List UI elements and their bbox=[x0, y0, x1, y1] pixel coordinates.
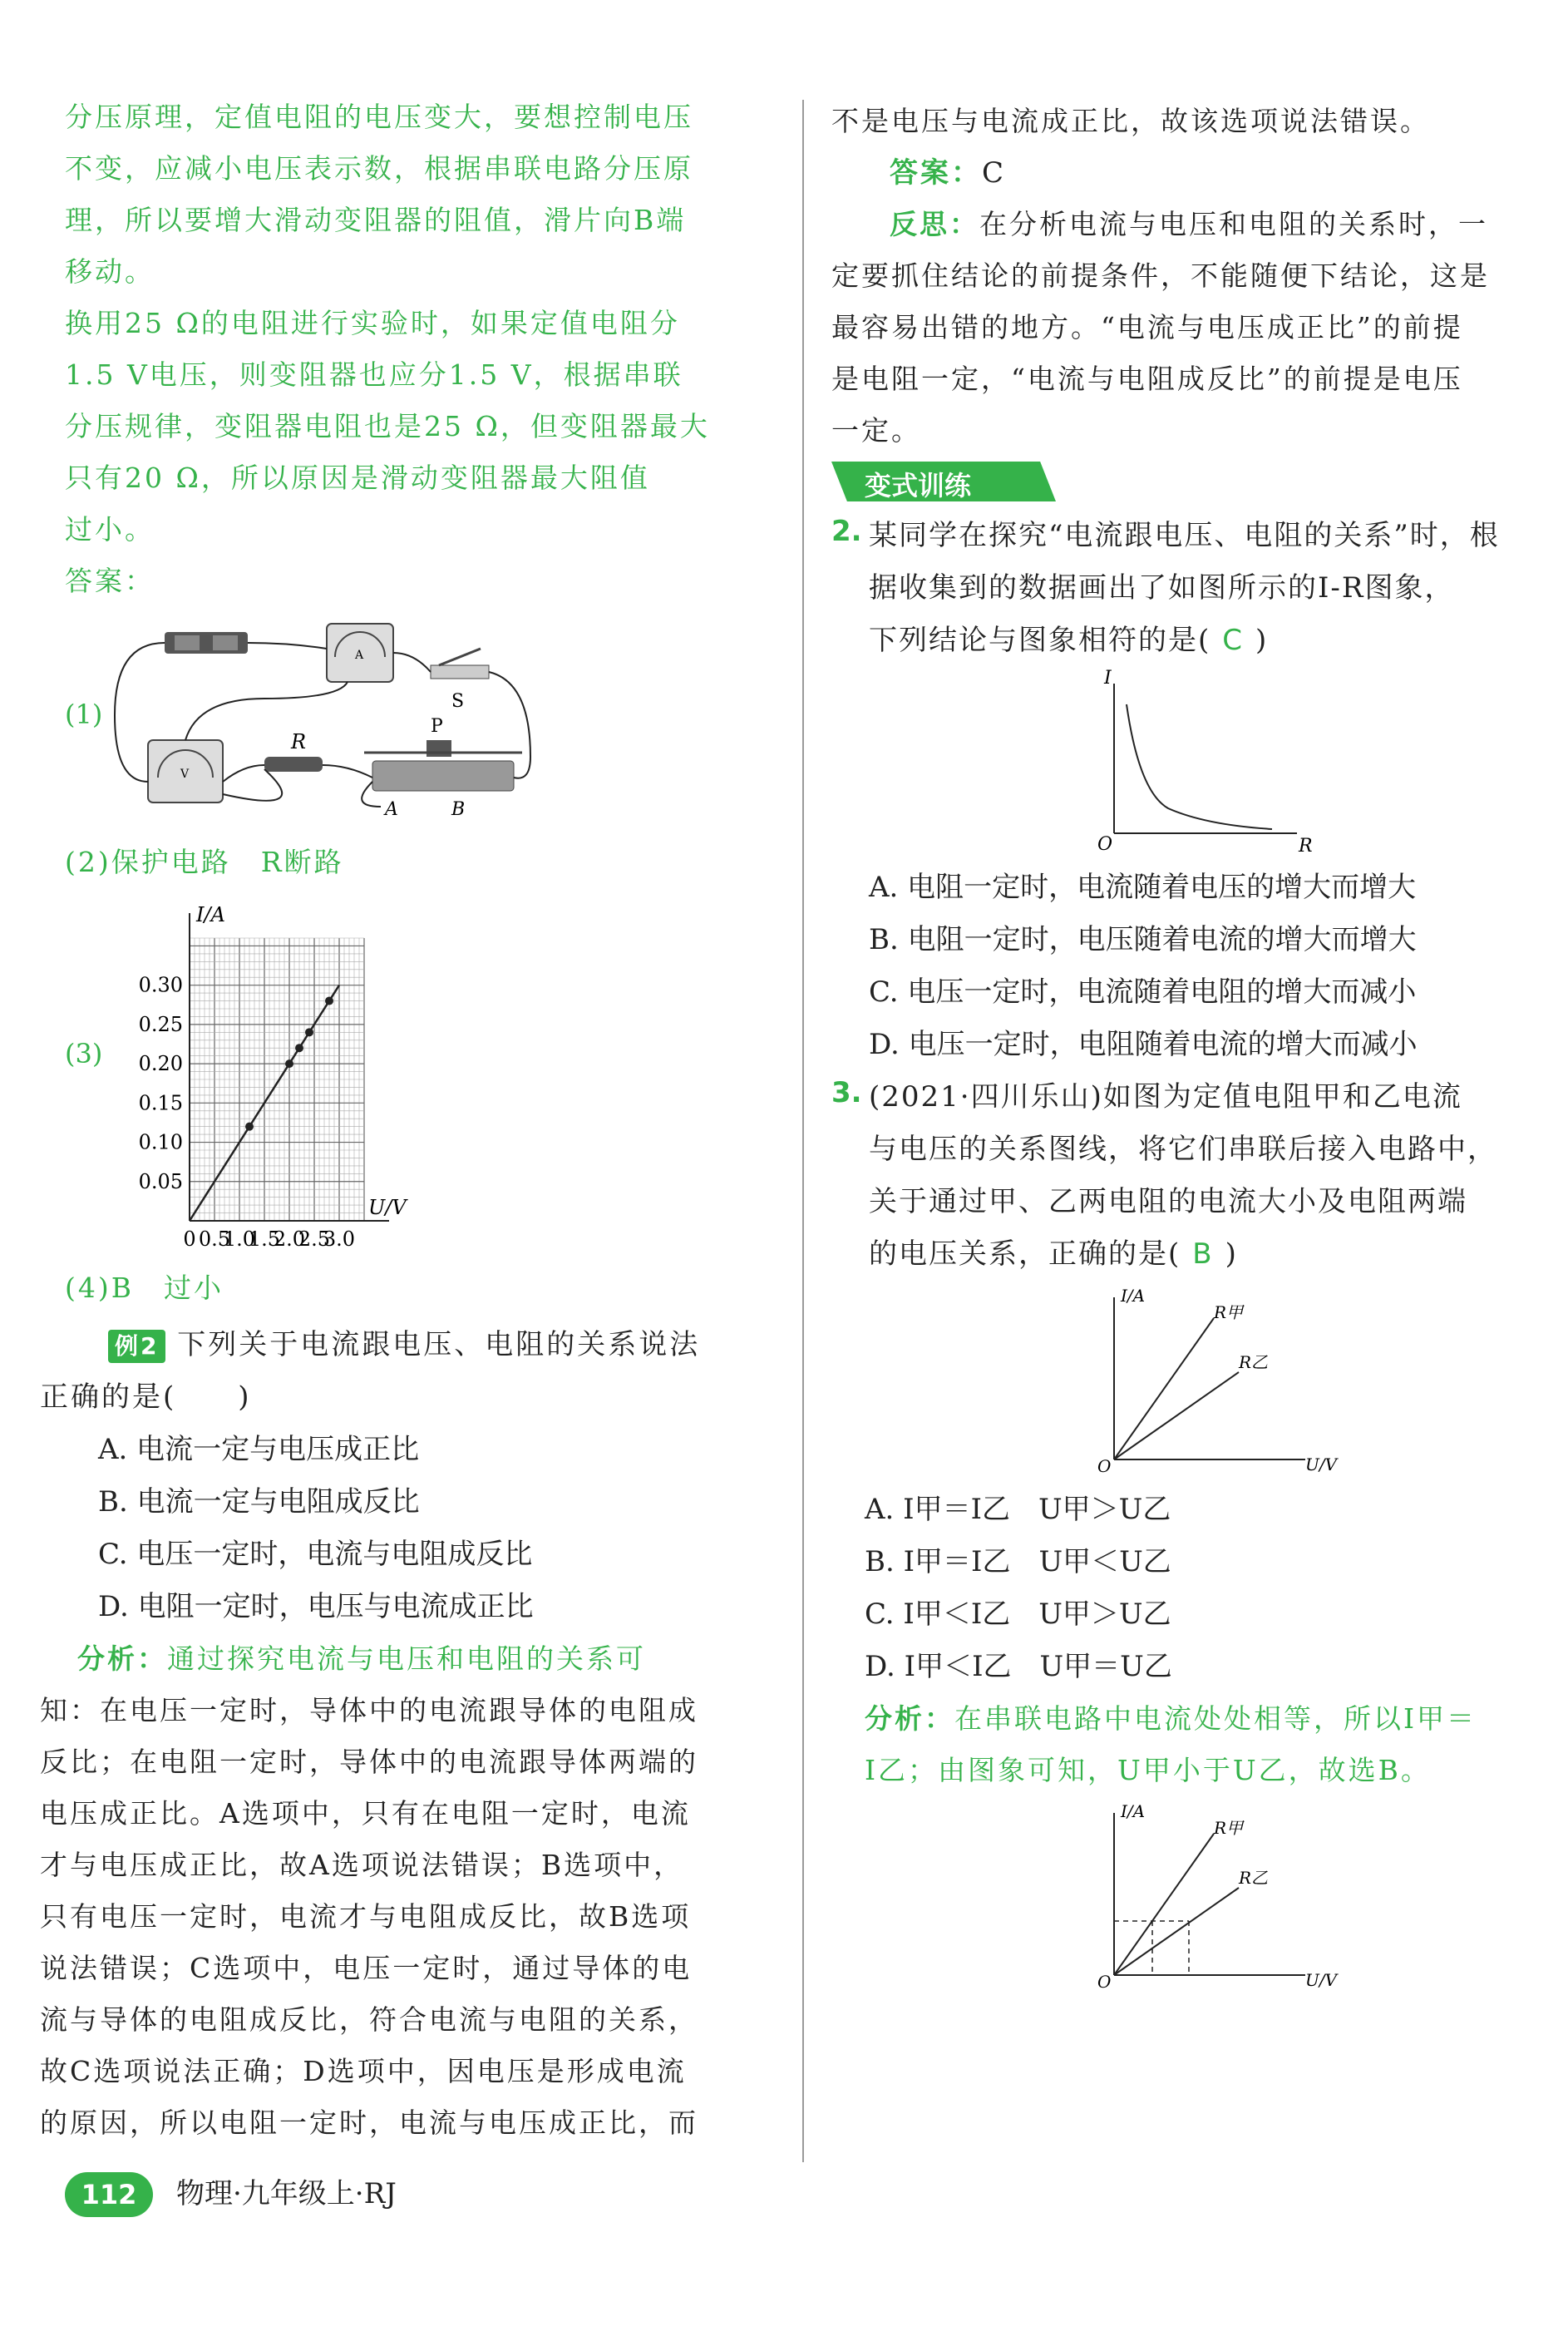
example-stem-2: 正确的是( ) bbox=[40, 1380, 252, 1414]
text-line: 的电压关系，正确的是( B ) bbox=[869, 1237, 1238, 1271]
answer-1-label: (1) bbox=[65, 699, 103, 730]
ir-curve bbox=[1127, 704, 1272, 829]
y-tick-label: 0.05 bbox=[138, 1169, 183, 1193]
axis-label: U/V bbox=[1305, 1970, 1338, 1990]
axis-label: U/V bbox=[1305, 1454, 1338, 1474]
example-stem-line bbox=[58, 1319, 788, 1371]
text-line: 与电压的关系图线，将它们串联后接入电路中， bbox=[869, 1133, 1497, 1166]
terminal-a-label: A bbox=[385, 799, 398, 820]
q3-option-c: C. I甲＜I乙 U甲＞U乙 bbox=[865, 1598, 1171, 1631]
origin-label: O bbox=[1097, 1972, 1112, 1992]
iu-lines-graph-analysis bbox=[1072, 1796, 1347, 1996]
axis-label: I/A bbox=[1121, 1286, 1146, 1306]
y-tick-label: 0.25 bbox=[138, 1012, 183, 1036]
example-option-c: C. 电压一定时，电流与电阻成反比 bbox=[98, 1538, 533, 1571]
q3-option-b: B. I甲＝I乙 U甲＜U乙 bbox=[865, 1545, 1171, 1578]
text-line: 电压成正比。A选项中，只有在电阻一定时，电流 bbox=[40, 1797, 691, 1830]
q3-analysis-1: 分析：在串联电路中电流处处相等，所以I甲＝ bbox=[865, 1702, 1477, 1735]
q3-option-d: D. I甲＜I乙 U甲＝U乙 bbox=[865, 1650, 1172, 1683]
answer-3-label: (3) bbox=[65, 1038, 103, 1069]
switch-icon bbox=[431, 665, 489, 679]
data-point bbox=[245, 1123, 254, 1131]
continue-line: 不是电压与电流成正比，故该选项说法错误。 bbox=[831, 105, 1430, 137]
line-label: R甲 bbox=[1214, 1818, 1244, 1838]
axis-label: R bbox=[1299, 836, 1313, 857]
data-point bbox=[295, 1044, 303, 1052]
analysis-continued bbox=[65, 91, 788, 607]
ammeter-letter: A bbox=[355, 649, 364, 662]
text-line: 反比；在电阻一定时，导体中的电流跟导体两端的 bbox=[40, 1746, 698, 1778]
iu-chart bbox=[106, 888, 639, 1262]
reflect-label: 反思： bbox=[890, 208, 979, 240]
axis-label: I bbox=[1104, 668, 1112, 689]
analysis-label: 分析： bbox=[865, 1702, 954, 1735]
y-axis-label: I/A bbox=[196, 903, 225, 926]
rheostat-icon bbox=[372, 761, 514, 791]
text-line: 的原因，所以电阻一定时，电流与电压成正比，而 bbox=[40, 2106, 698, 2139]
chart-answer bbox=[65, 888, 788, 1262]
y-tick-label: 0.15 bbox=[138, 1091, 183, 1115]
example-option-b: B. 电流一定与电阻成反比 bbox=[98, 1485, 420, 1519]
text-line: 下列结论与图象相符的是( C ) bbox=[869, 624, 1269, 657]
text-line: 分压规律，变阻器电阻也是25 Ω，但变阻器最大 bbox=[65, 410, 710, 442]
text-line: 答案： bbox=[65, 565, 155, 597]
x-tick-label: 1.5 bbox=[248, 1227, 281, 1251]
example-option-d: D. 电阻一定时，电压与电流成正比 bbox=[98, 1590, 534, 1623]
text-line: 移动。 bbox=[65, 255, 155, 288]
line-r2 bbox=[1114, 1372, 1239, 1459]
example-stem-1: 下列关于电流跟电压、电阻的关系说法 bbox=[177, 1328, 701, 1361]
q2-option-a: A. 电阻一定时，电流随着电压的增大而增大 bbox=[869, 871, 1417, 904]
data-point bbox=[285, 1059, 293, 1068]
text-line: 某同学在探究“电流跟电压、电阻的关系”时，根 bbox=[869, 519, 1500, 552]
q3-option-a: A. I甲＝I乙 U甲＞U乙 bbox=[865, 1493, 1171, 1526]
x-tick-label: 0 bbox=[183, 1227, 196, 1251]
resistor-label: R bbox=[291, 730, 307, 753]
text-line: 只有电压一定时，电流才与电阻成反比，故B选项 bbox=[40, 1900, 692, 1933]
footer-text: 物理·九年级上·RJ bbox=[176, 2177, 397, 2210]
x-tick-label: 2.5 bbox=[298, 1227, 331, 1251]
line-label: R乙 bbox=[1239, 1868, 1269, 1888]
example-2 bbox=[40, 1319, 788, 2149]
x-axis-label: U/V bbox=[368, 1196, 407, 1219]
text-line: 据收集到的数据画出了如图所示的I-R图象， bbox=[869, 571, 1455, 605]
circuit-answer bbox=[65, 615, 788, 832]
example-tag: 例2 bbox=[108, 1330, 165, 1363]
text-line: 只有20 Ω，所以原因是滑动变阻器最大阻值 bbox=[65, 462, 650, 494]
text-line: (2021·四川乐山)如图为定值电阻甲和乙电流 bbox=[869, 1080, 1462, 1114]
origin-label: O bbox=[1097, 1456, 1112, 1476]
q2-option-d: D. 电压一定时，电阻随着电流的增大而减小 bbox=[869, 1028, 1418, 1061]
filled-answer: C bbox=[1222, 624, 1245, 657]
x-tick-label: 1.0 bbox=[223, 1227, 256, 1251]
line-label: R甲 bbox=[1214, 1302, 1244, 1322]
text-line: 流与导体的电阻成反比，符合电流与电阻的关系， bbox=[40, 2003, 698, 2036]
q2-option-b: B. 电阻一定时，电压随着电流的增大而增大 bbox=[869, 923, 1417, 956]
y-tick-label: 0.20 bbox=[138, 1052, 183, 1076]
analysis-label: 分析： bbox=[77, 1642, 167, 1675]
page-number: 112 bbox=[65, 2172, 153, 2217]
text-line: 一定。 bbox=[831, 414, 921, 447]
text-line: 故C选项说法正确；D选项中，因电压是形成电流 bbox=[40, 2055, 687, 2087]
origin-label: O bbox=[1097, 834, 1113, 855]
axis-label: I/A bbox=[1121, 1801, 1146, 1821]
text-line: 知：在电压一定时，导体中的电流跟导体的电阻成 bbox=[40, 1694, 698, 1726]
slider-label: P bbox=[431, 716, 443, 737]
x-tick-label: 3.0 bbox=[323, 1227, 356, 1251]
iu-lines-graph bbox=[1072, 1281, 1347, 1480]
text-line: 最容易出错的地方。“电流与电压成正比”的前提 bbox=[831, 311, 1463, 343]
text-line: 关于通过甲、乙两电阻的电流大小及电阻两端 bbox=[869, 1185, 1467, 1218]
left-column bbox=[40, 91, 788, 2149]
text-line: 才与电压成正比，故A选项说法错误；B选项中， bbox=[40, 1849, 684, 1881]
question-number: 2. bbox=[831, 515, 862, 548]
data-point bbox=[325, 997, 333, 1005]
answer-2: (2)保护电路 R断路 bbox=[65, 846, 344, 878]
switch-label: S bbox=[451, 691, 465, 712]
text-line: 定要抓住结论的前提条件，不能随便下结论，这是 bbox=[831, 259, 1490, 292]
question-2 bbox=[831, 510, 1521, 1071]
text-line: 分析：通过探究电流与电压和电阻的关系可 bbox=[77, 1642, 646, 1675]
filled-answer: B bbox=[1192, 1237, 1214, 1271]
reflect-line-1: 反思：在分析电流与电压和电阻的关系时，一 bbox=[890, 208, 1488, 240]
text-line: 换用25 Ω的电阻进行实验时，如果定值电阻分 bbox=[65, 307, 680, 339]
answer-value: C bbox=[982, 156, 1007, 190]
text-line: 是电阻一定，“电流与电阻成反比”的前提是电压 bbox=[831, 363, 1463, 395]
answer-line bbox=[831, 147, 1521, 199]
x-tick-label: 2.0 bbox=[273, 1227, 306, 1251]
x-tick-label: 0.5 bbox=[198, 1227, 231, 1251]
y-tick-label: 0.10 bbox=[138, 1130, 183, 1154]
text-line: 理，所以要增大滑动变阻器的阻值，滑片向B端 bbox=[65, 204, 687, 236]
example-analysis bbox=[40, 1633, 788, 2149]
question-3 bbox=[831, 1071, 1521, 1999]
text-line: 过小。 bbox=[65, 513, 155, 546]
line-label: R乙 bbox=[1239, 1352, 1269, 1372]
line-r1 bbox=[1114, 1318, 1214, 1459]
ir-graph bbox=[1081, 667, 1330, 858]
resistor-icon bbox=[264, 757, 323, 772]
y-tick-label: 0.30 bbox=[138, 973, 183, 997]
answer-4: (4)B 过小 bbox=[65, 1272, 224, 1304]
text-line: 分压原理，定值电阻的电压变大，要想控制电压 bbox=[65, 101, 693, 133]
q3-analysis-2: I乙；由图象可知，U甲小于U乙，故选B。 bbox=[865, 1754, 1431, 1786]
section-banner bbox=[831, 462, 1521, 501]
banner-title: 变式训练 bbox=[865, 470, 972, 501]
text-line: 不变，应减小电压表示数，根据串联电路分压原 bbox=[65, 152, 693, 185]
question-number: 3. bbox=[831, 1076, 862, 1109]
right-column bbox=[831, 96, 1521, 1999]
column-divider bbox=[802, 100, 804, 2162]
data-point bbox=[305, 1028, 313, 1036]
text-line: 说法错误；C选项中，电压一定时，通过导体的电 bbox=[40, 1952, 693, 1984]
example-option-a: A. 电流一定与电压成正比 bbox=[98, 1433, 420, 1466]
text-line: 1.5 V电压，则变阻器也应分1.5 V，根据串联 bbox=[65, 358, 683, 391]
answer-label: 答案： bbox=[890, 156, 982, 190]
q2-option-c: C. 电压一定时，电流随着电阻的增大而减小 bbox=[869, 975, 1417, 1009]
voltmeter-letter: V bbox=[180, 768, 190, 781]
circuit-diagram bbox=[98, 615, 597, 832]
terminal-b-label: B bbox=[451, 799, 466, 820]
